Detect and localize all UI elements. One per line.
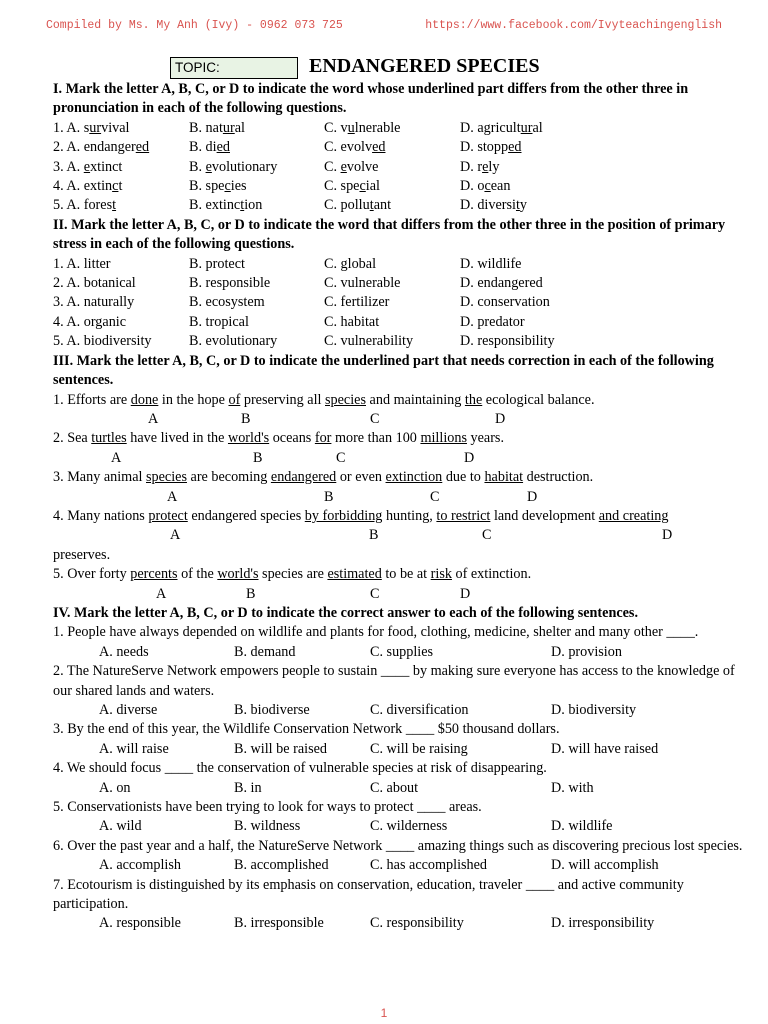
answer-option: 3. A. naturally — [53, 294, 135, 311]
underlined-part: world's — [227, 430, 270, 447]
underlined-part: e — [340, 158, 347, 175]
answer-option: D. wildlife — [460, 255, 522, 272]
error-letters-1: A B C D — [148, 410, 506, 427]
mcq-options — [53, 817, 743, 836]
answer-option: B. species — [189, 178, 247, 195]
sentence-text: ecological balance. — [482, 391, 595, 408]
sentence-text: to be at — [381, 566, 431, 583]
header-credit: Compiled by Ms. My Anh (Ivy) - 0962 073 725 — [46, 19, 343, 32]
answer-option: D. with — [551, 779, 594, 796]
answer-option: C. will be raising — [370, 740, 468, 757]
answer-option: D. will accomplish — [551, 857, 659, 874]
underlined-part: risk — [430, 566, 452, 583]
answer-option: B. irresponsible — [234, 915, 324, 932]
sentence-text: of the — [177, 566, 218, 583]
mcq-question-text: 6. Over the past year and a half, the NatureServe Network ____ amazing things such as discovering precious lost species. — [53, 837, 743, 854]
sentence-text: land development — [490, 507, 599, 524]
answer-option: D. responsibility — [460, 333, 555, 350]
underlined-part: for — [314, 430, 332, 447]
stress-question — [53, 313, 743, 332]
underlined-part: the — [464, 391, 483, 408]
sentence-text: years. — [466, 430, 504, 447]
answer-option: B. extinction — [189, 197, 263, 214]
underlined-part: and creating — [598, 507, 669, 524]
answer-option: D. will have raised — [551, 740, 659, 757]
error-question-1 — [53, 391, 743, 410]
underlined-part: endangered — [270, 469, 337, 486]
answer-option: C. pollutant — [324, 197, 392, 214]
mcq-question-text: 3. By the end of this year, the Wildlife Conservation Network ____ $50 thousand dollars. — [53, 721, 560, 738]
underlined-part: species — [146, 469, 187, 486]
underlined-part: world's — [217, 566, 259, 583]
answer-option: 5. A. forest — [53, 197, 117, 214]
answer-option: D. rely — [460, 158, 500, 175]
error-letters-4: A B C D — [170, 527, 673, 544]
page-number: 1 — [380, 1006, 388, 1020]
underlined-part: ed — [216, 139, 230, 156]
underlined-part: c — [484, 178, 491, 195]
sentence-text: due to — [442, 469, 485, 486]
answer-option: A. diverse — [99, 701, 158, 718]
section1-heading: I. Mark the letter A, B, C, or D to indicate the word whose underlined part differs from the other three in pronunciation in each of the following questions. — [53, 81, 689, 117]
sentence-text: have lived in the — [126, 430, 228, 447]
answer-option: B. in — [234, 779, 262, 796]
underlined-part: done — [130, 391, 159, 408]
stress-question — [53, 293, 743, 312]
mcq-options — [53, 643, 743, 662]
sentence-text: in the hope — [158, 391, 229, 408]
answer-option: D. biodiversity — [551, 701, 637, 718]
answer-option: B. evolutionary — [189, 158, 278, 175]
answer-option: A. will raise — [99, 740, 169, 757]
underlined-part: e — [482, 158, 489, 175]
answer-option: D. conservation — [460, 294, 550, 311]
answer-option: B. ecosystem — [189, 294, 265, 311]
answer-option: D. wildlife — [551, 818, 613, 835]
error-letters-2: A B C D — [111, 449, 475, 466]
answer-option: C. about — [370, 779, 419, 796]
underlined-part: extinction — [385, 469, 443, 486]
answer-option: D. endangered — [460, 275, 543, 292]
mcq-question-text: 4. We should focus ____ the conservation of vulnerable species at risk of disappearing. — [53, 760, 547, 777]
sentence-text: preserving all — [240, 391, 326, 408]
mcq-options — [53, 740, 743, 759]
mcq-question-text: 1. People have always depended on wildlife and plants for food, clothing, medicine, shelter and many other ____. — [53, 624, 699, 641]
sentence-text: destruction. — [523, 469, 594, 486]
underlined-part: t — [112, 197, 117, 214]
mcq-options — [53, 779, 743, 798]
underlined-part: of — [228, 391, 241, 408]
underlined-part: t — [369, 197, 374, 214]
answer-option: B. protect — [189, 255, 245, 272]
underlined-part: t — [240, 197, 245, 214]
answer-option: C. responsibility — [370, 915, 464, 932]
sentence-text: are becoming — [186, 469, 271, 486]
underlined-part: turtles — [91, 430, 127, 447]
underlined-part: species — [325, 391, 366, 408]
stress-question — [53, 255, 743, 274]
underlined-part: ur — [89, 119, 102, 136]
stress-question — [53, 274, 743, 293]
answer-option: 3. A. extinct — [53, 158, 123, 175]
answer-option: 2. A. endangered — [53, 139, 150, 156]
underlined-part: percents — [130, 566, 178, 583]
answer-option: A. needs — [99, 643, 149, 660]
answer-option: A. on — [99, 779, 131, 796]
answer-option: D. ocean — [460, 178, 511, 195]
underlined-part: c — [224, 178, 231, 195]
sentence-text: 3. Many animal — [53, 469, 146, 486]
pronunciation-question — [53, 138, 743, 157]
pronunciation-question — [53, 177, 743, 196]
answer-option: D. irresponsibility — [551, 915, 655, 932]
underlined-part: e — [205, 158, 212, 175]
section2-questions — [53, 255, 743, 352]
answer-option: C. has accomplished — [370, 857, 488, 874]
pronunciation-question — [53, 119, 743, 138]
section4-heading: IV. Mark the letter A, B, C, or D to indicate the correct answer to each of the following sentences. — [53, 604, 638, 621]
header-facebook-link[interactable]: https://www.facebook.com/Ivyteachingenglish — [425, 19, 722, 32]
sentence-text: of extinction. — [451, 566, 532, 583]
answer-option: C. vulnerable — [324, 275, 401, 292]
sentence-text: endangered species — [187, 507, 305, 524]
answer-option: A. accomplish — [99, 857, 181, 874]
error-question-5 — [53, 565, 743, 584]
answer-option: B. tropical — [189, 313, 249, 330]
underlined-part: c — [359, 178, 366, 195]
underlined-part: ed — [135, 139, 150, 156]
answer-option: C. evolved — [324, 139, 386, 156]
answer-option: C. special — [324, 178, 380, 195]
section2-heading: II. Mark the letter A, B, C, or D to indicate the word that differs from the other three in the position of primary stress in each of the following questions. — [53, 216, 726, 253]
sentence-text: 5. Over forty — [53, 566, 131, 583]
mcq-question-text: 2. The NatureServe Network empowers people to sustain ____ by making sure everyone has access to the knowledge of our shared lands and waters. — [53, 663, 735, 699]
answer-option: C. vulnerability — [324, 333, 414, 350]
sentence-text: or even — [336, 469, 386, 486]
underlined-part: u — [347, 119, 355, 136]
section4-questions — [53, 623, 743, 934]
error-question-4-continued: preserves. — [53, 546, 111, 563]
error-letters-5: A B C D — [156, 585, 471, 602]
answer-option: B. natural — [189, 119, 245, 136]
answer-option: 1. A. litter — [53, 255, 111, 272]
answer-option: C. habitat — [324, 313, 380, 330]
sentence-text: more than 100 — [331, 430, 421, 447]
worksheet-content — [53, 80, 743, 934]
answer-option: 4. A. extinct — [53, 178, 123, 195]
mcq-question-text: 7. Ecotourism is distinguished by its emphasis on conservation, education, traveler ____ and active community participation. — [53, 876, 684, 912]
mcq-options — [53, 856, 743, 875]
answer-option: C. evolve — [324, 158, 379, 175]
answer-option: C. fertilizer — [324, 294, 390, 311]
answer-option: C. global — [324, 255, 377, 272]
underlined-part: ed — [372, 139, 386, 156]
mcq-options — [53, 914, 743, 933]
section1-questions — [53, 119, 743, 216]
answer-option: D. provision — [551, 643, 622, 660]
answer-option: D. agricultural — [460, 119, 543, 136]
answer-option: A. responsible — [99, 915, 181, 932]
answer-option: B. accomplished — [234, 857, 329, 874]
answer-option: D. predator — [460, 313, 525, 330]
topic-label-box: TOPIC: — [170, 57, 298, 79]
section3-heading: III. Mark the letter A, B, C, or D to indicate the underlined part that needs correction in each of the following sentences. — [53, 352, 714, 389]
answer-option: B. responsible — [189, 275, 271, 292]
sentence-text: and maintaining — [366, 391, 465, 408]
sentence-text: species are — [258, 566, 328, 583]
underlined-part: estimated — [327, 566, 382, 583]
answer-option: B. demand — [234, 643, 296, 660]
pronunciation-question — [53, 158, 743, 177]
underlined-part: ed — [508, 139, 522, 156]
answer-option: C. supplies — [370, 643, 434, 660]
answer-option: D. stopped — [460, 139, 522, 156]
sentence-text: 4. Many nations — [53, 507, 149, 524]
underlined-part: ur — [520, 119, 533, 136]
underlined-part: habitat — [484, 469, 524, 486]
mcq-options — [53, 701, 743, 720]
underlined-part: millions — [420, 430, 467, 447]
underlined-part: ur — [222, 119, 235, 136]
mcq-question-text: 5. Conservationists have been trying to look for ways to protect ____ areas. — [53, 798, 482, 815]
sentence-text: oceans — [269, 430, 315, 447]
answer-option: B. evolutionary — [189, 333, 278, 350]
answer-option: C. diversification — [370, 701, 469, 718]
answer-option: 1. A. survival — [53, 119, 130, 136]
error-question-4 — [53, 507, 743, 526]
answer-option: 5. A. biodiversity — [53, 333, 152, 350]
error-letters-3: A B C D — [167, 488, 538, 505]
pronunciation-question — [53, 196, 743, 215]
underlined-part: to restrict — [436, 507, 491, 524]
answer-option: B. wildness — [234, 818, 301, 835]
answer-option: 4. A. organic — [53, 313, 127, 330]
page-title: ENDANGERED SPECIES — [309, 55, 540, 77]
underlined-part: e — [83, 158, 91, 175]
answer-option: C. wilderness — [370, 818, 448, 835]
underlined-part: by forbidding — [304, 507, 383, 524]
answer-option: 2. A. botanical — [53, 275, 136, 292]
sentence-text: 1. Efforts are — [53, 391, 131, 408]
sentence-text: hunting, — [382, 507, 437, 524]
answer-option: B. will be raised — [234, 740, 327, 757]
answer-option: B. biodiverse — [234, 701, 310, 718]
answer-option: B. died — [189, 139, 230, 156]
answer-option: D. diversity — [460, 197, 528, 214]
error-question-3 — [53, 468, 743, 487]
sentence-text: 2. Sea — [53, 430, 92, 447]
underlined-part: t — [515, 197, 520, 214]
error-question-2 — [53, 429, 743, 448]
answer-option: C. vulnerable — [324, 119, 401, 136]
stress-question — [53, 332, 743, 351]
underlined-part: protect — [148, 507, 188, 524]
answer-option: A. wild — [99, 818, 142, 835]
underlined-part: c — [112, 178, 119, 195]
